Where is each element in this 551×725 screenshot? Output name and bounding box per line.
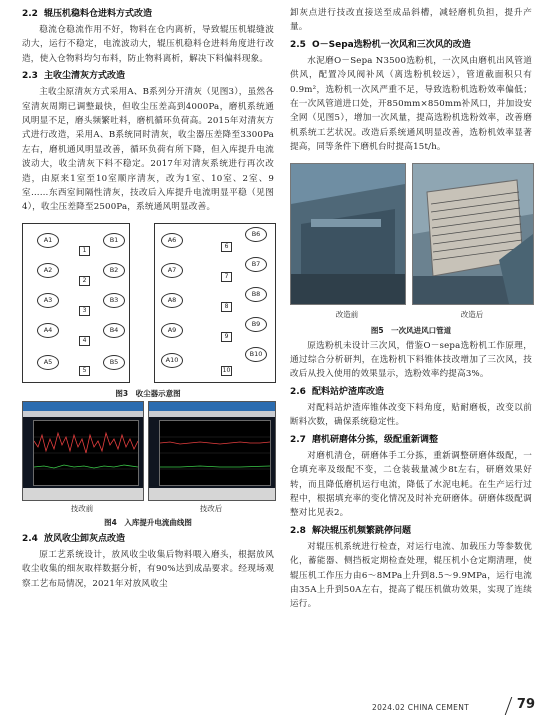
paragraph: 原工艺系统设计，放风收尘收集后物料喂入磨头，根据放风收尘收集的细灰取样数据分析，有90%达到成品要求。经现场观察工艺布局情况，2021年对放风收尘 — [22, 549, 274, 589]
circle-label: A4 — [37, 323, 59, 338]
circle-label: A3 — [37, 293, 59, 308]
circle-label: B10 — [245, 347, 267, 362]
circle-label: A9 — [161, 323, 183, 338]
page-number: 79 — [516, 697, 535, 712]
figure-caption: 图3 收尘器示意图 — [115, 388, 181, 398]
circle-label: B7 — [245, 257, 267, 272]
circle-label: B6 — [245, 227, 267, 242]
page-footer — [0, 697, 551, 717]
paragraph: 稳流仓稳流作用不好，物料在仓内离析，导致辊压机辊缝波动大，运行不稳定，电流波动大，辊压机稳料仓进料角度进行改造，使入仓物料均匀布料，防止物料离析，解决下料偏料现象。 — [22, 25, 274, 64]
circle-label: B4 — [103, 323, 125, 338]
divider — [505, 697, 513, 715]
duct-after-image — [413, 164, 533, 304]
circle-label: A7 — [161, 263, 183, 278]
figure-caption: 图5 一次风进风口管道 — [370, 325, 452, 335]
paragraph: 主收尘原清灰方式采用A、B系列分开清灰（见图3），虽然各室清灰周期已调整最快，但收尘压差高到4000Pa，磨机系统通风明显不足，磨头频繁吐料，磨机循环负荷高。2015年对清灰方式进行改造，采用A、B系统同时清灰，收尘器压差降至3300Pa左右，磨机通风明显改善，循环负荷有所下降，但入库提升电流波动大，收尘清灰下料不稳定。2017年对清灰系统进行再次改造，由原来1室至10室顺序清灰，改为1室、10室、2室、9室……东西室间隔性清灰，技改后入库提升电流明显平稳（见图4），收尘压差降至2500Pa，系统通风明显改善。 — [22, 87, 274, 213]
left-column — [22, 6, 274, 591]
issue-label: 2024.02 CHINA CEMENT — [372, 703, 469, 712]
figure-3 — [22, 223, 274, 399]
figure-caption: 图4 入库提升电流曲线图 — [104, 517, 192, 527]
figure-4 — [22, 401, 274, 529]
circle-label: B9 — [245, 317, 267, 332]
circle-label: A2 — [37, 263, 59, 278]
section-heading: 2.5 O－Sepa选粉机一次风和三次风的改造 — [290, 39, 471, 50]
duct-before-image — [291, 164, 405, 304]
subcaption-before: 改造前 — [335, 309, 359, 319]
current-curve-plot — [33, 420, 139, 486]
curve-svg — [34, 421, 138, 485]
figure-5 — [290, 163, 532, 339]
square-label: 3 — [79, 306, 90, 316]
square-label: 9 — [221, 332, 232, 342]
section-heading: 2.6 配料站炉渣库改造 — [290, 386, 384, 397]
subcaption-before: 技改前 — [70, 503, 94, 513]
screenshot-after — [148, 401, 276, 501]
dust-collector-diagram-right — [154, 223, 276, 383]
dust-collector-diagram-left — [22, 223, 130, 383]
section-heading: 2.3 主收尘清灰方式改造 — [22, 71, 125, 82]
square-label: 4 — [79, 336, 90, 346]
square-label: 8 — [221, 302, 232, 312]
section-heading: 2.2 辊压机稳料仓进料方式改造 — [22, 9, 152, 19]
photo-after — [412, 163, 534, 305]
subcaption-after: 改造后 — [460, 309, 484, 319]
right-column — [290, 6, 532, 612]
paragraph: 对配料站炉渣库锥体改变下料角度，贴耐磨板，改变以前断料次数，确保系统稳定性。 — [290, 402, 532, 428]
paragraph: 卸灰点进行技改直接送至成品斜槽，减轻磨机负担，提升产量。 — [290, 8, 532, 33]
circle-label: B8 — [245, 287, 267, 302]
current-curve-plot — [159, 420, 271, 486]
paragraph: 水泥磨O－Sepa N3500选粉机，一次风由磨机出风管道供风，配置冷风阀补风（离选粉机较远），管道截面积只有0.9m²，选粉机一次风严重不足，导致选粉机选粉效率偏低；在一次风管道进口处，开850mm×850mm补风口，并加设安全网（见图5），增加一次风量，提高选粉机选粉效率，改善磨机系统工艺状况。改造后系统通风明显改善，选粉机效率显著提高，同等条件下磨机台时提高15t/h。 — [290, 55, 532, 153]
square-label: 5 — [79, 366, 90, 376]
square-label: 10 — [222, 366, 231, 374]
photo-before — [290, 163, 406, 305]
curve-svg — [160, 421, 270, 485]
circle-label: B2 — [103, 263, 125, 278]
square-label: 6 — [221, 242, 232, 252]
section-heading: 2.4 放风收尘卸灰点改造 — [22, 533, 125, 544]
subcaption-after: 技改后 — [199, 503, 223, 513]
paragraph: 对辊压机系统进行检查，对运行电流、加载压力等参数优化，蓄能器、侧挡板定期检查处理，辊压机小仓定期清理，使辊压机工作压力由6～8MPa上升到8.5～9.9MPa，运行电流由35A上升到50A左右，提高了辊压机做功效果，实现了连续运行。 — [290, 541, 532, 610]
circle-label: A6 — [161, 233, 183, 248]
circle-label: B5 — [103, 355, 125, 370]
screenshot-before — [22, 401, 144, 501]
paragraph: 原选粉机未设计三次风，借鉴O－sepa选粉机工作原理，通过综合分析研判，在选粉机下料锥体技改增加了三次风，技改后从投入使用的效果显示，选粉效率约提高3%。 — [290, 340, 532, 380]
section-heading: 2.8 解决辊压机频繁跳停问题 — [290, 525, 411, 536]
circle-label: A1 — [37, 233, 59, 248]
square-label: 1 — [79, 246, 90, 256]
circle-label: A5 — [37, 355, 59, 370]
square-label: 2 — [79, 276, 90, 286]
paragraph: 对磨机清仓，研磨体手工分拣，重新调整研磨体级配，一仓填充率及级配不变，二仓装载量减少8t左右，研磨效果好转，而且降低磨机运行电流，降低了水泥电耗。在生产运行过程中，根据填充率的变化情况及时补充研磨体。研磨体级配调整对比见表2。 — [290, 450, 532, 519]
circle-label: A8 — [161, 293, 183, 308]
circle-label: B1 — [103, 233, 125, 248]
circle-label: A10 — [161, 353, 183, 368]
square-label: 7 — [221, 272, 232, 282]
section-heading: 2.7 磨机研磨体分拣，级配重新调整 — [290, 434, 438, 445]
circle-label: B3 — [103, 293, 125, 308]
